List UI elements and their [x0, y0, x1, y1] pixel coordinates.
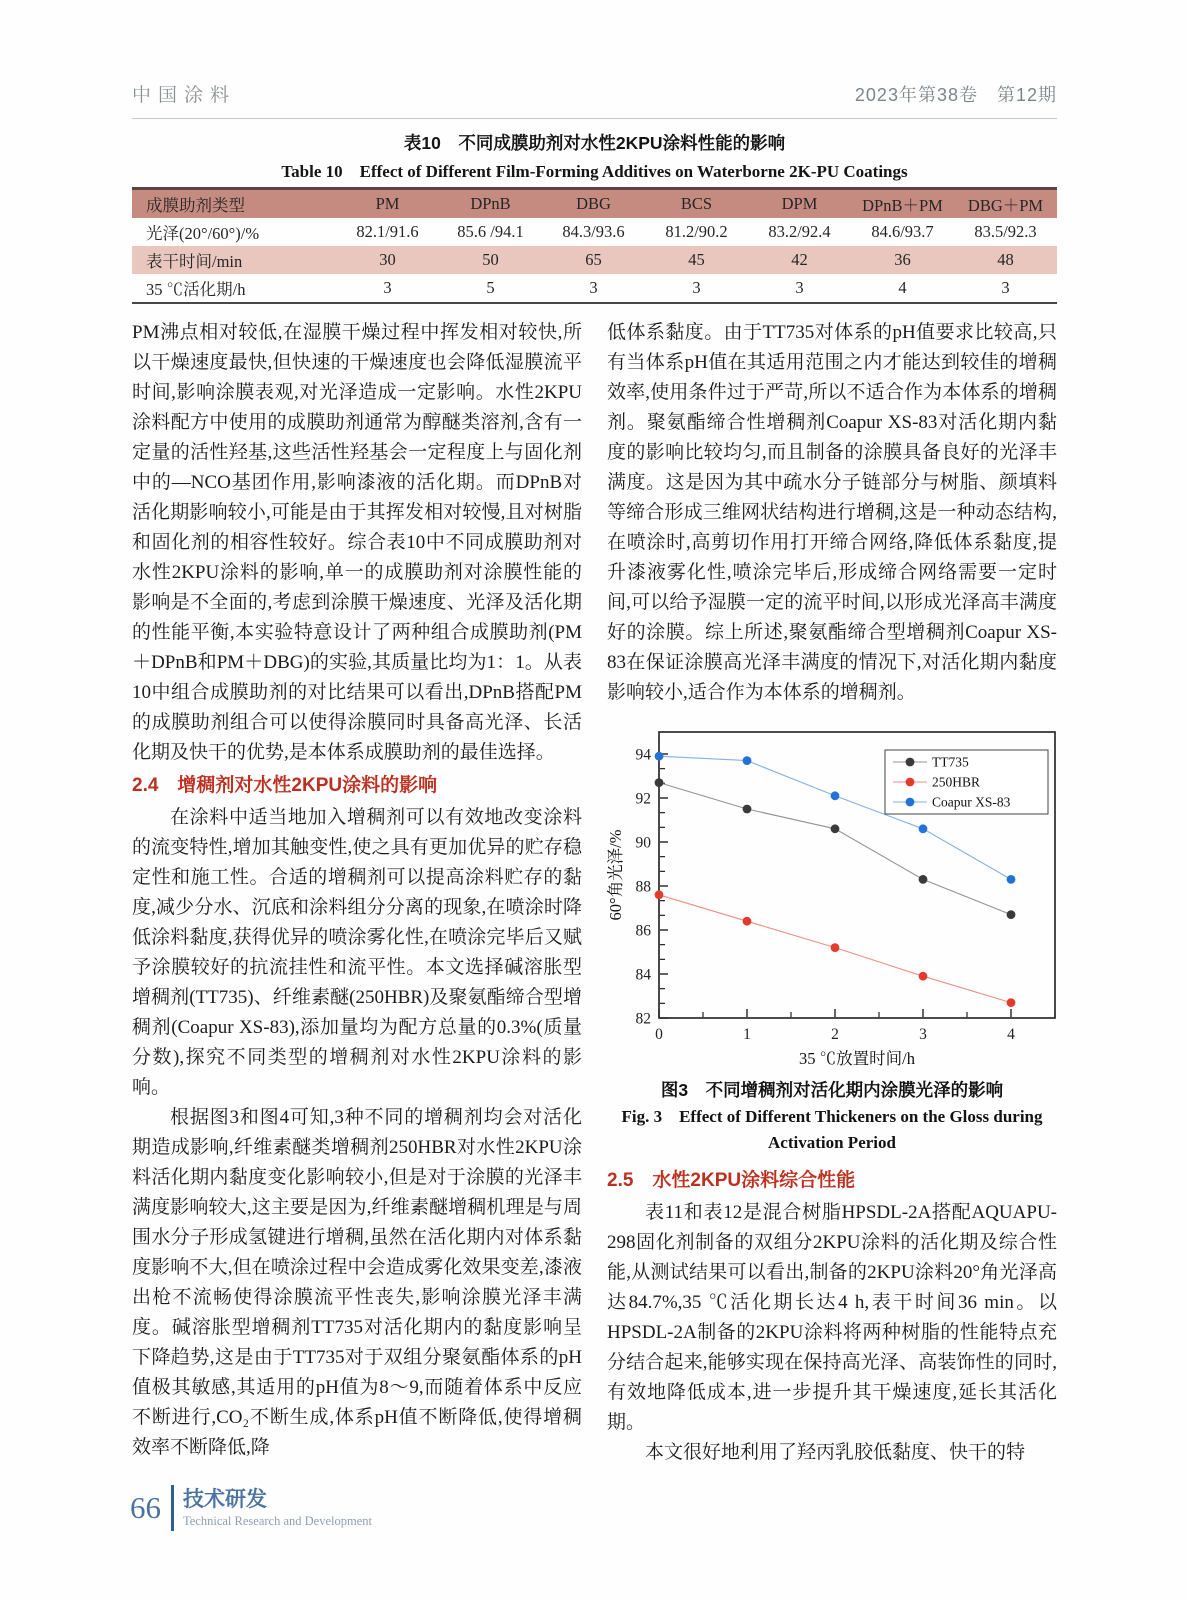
- table-cell: 3: [383, 278, 392, 297]
- footer-divider: [171, 1485, 174, 1531]
- table-col-header: DPnB: [470, 194, 511, 213]
- svg-text:92: 92: [635, 790, 651, 808]
- paragraph: 本文很好地利用了羟丙乳胶低黏度、快干的特: [645, 1442, 1026, 1463]
- table-row-label: 光泽(20°/60°)/%: [146, 224, 260, 243]
- table-cell: 85.6 /94.1: [457, 222, 524, 241]
- table-cell: 48: [997, 250, 1014, 269]
- table-cell: 30: [379, 250, 396, 269]
- table-cell: 5: [486, 278, 495, 297]
- table-cell: 84.6/93.7: [871, 222, 934, 241]
- svg-text:94: 94: [635, 746, 651, 764]
- table-col-header: BCS: [680, 194, 713, 213]
- paragraph: 表11和表12是混合树脂HPSDL-2A搭配AQUAPU-298固化剂制备的双组分2KPU涂料的活化期及综合性能,从测试结果可以看出,制备的2KPU涂料20°角光泽高达84.7%,35 ℃活化期长达4 h,表干时间36 min。以HPSDL-2A制备的2KPU涂料将两种树脂的性能特点充分结合起来,能够实现在保持高光泽、高装饰性的同时,有效地降低成本,进一步提升其干燥速度,延长其活化期。: [607, 1202, 1057, 1433]
- paragraph: PM沸点相对较低,在湿膜干燥过程中挥发相对较快,所以干燥速度最快,但快速的干燥速度也会降低湿膜流平时间,影响涂膜表观,对光泽造成一定影响。水性2KPU涂料配方中使用的成膜助剂通常为醇醚类溶剂,含有一定量的活性羟基,这些活性羟基会一定程度上与固化剂中的—NCO基团作用,影响漆液的活化期。而DPnB对活化期影响较小,可能是由于其挥发相对较慢,且对树脂和固化剂的相容性较好。综合表10中不同成膜助剂对水性2KPU涂料的影响,单一的成膜助剂对涂膜性能的影响是不全面的,考虑到涂膜干燥速度、光泽及活化期的性能平衡,本实验特意设计了两种组合成膜助剂(PM＋DPnB和PM＋DBG)的实验,其质量比均为1：1。从表10中组合成膜助剂的对比结果可以看出,DPnB搭配PM的成膜助剂组合可以使得涂膜同时具备高光泽、长活化期及快干的优势,是本体系成膜助剂的最佳选择。: [132, 322, 582, 763]
- table-cell: 50: [482, 250, 499, 269]
- table-header-row: [132, 189, 1057, 219]
- svg-text:60°角光泽/%: 60°角光泽/%: [607, 829, 625, 921]
- svg-text:82: 82: [635, 1010, 651, 1028]
- table-10: [132, 187, 1057, 304]
- table-row: [132, 274, 1057, 303]
- table-cell: 81.2/90.2: [665, 222, 728, 241]
- left-column: [132, 318, 582, 1468]
- footer-section: [183, 1487, 372, 1530]
- svg-text:86: 86: [635, 922, 651, 940]
- page-footer: [130, 1484, 372, 1532]
- paragraph: 低体系黏度。由于TT735对体系的pH值要求比较高,只有当体系pH值在其适用范围之内才能达到较佳的增稠效率,使用条件过于严苛,所以不适合作为本体系的增稠剂。聚氨酯缔合性增稠剂Coapur XS-83对活化期内黏度的影响比较均匀,而且制备的涂膜具备良好的光泽丰满度。这是因为其中疏水分子链部分与树脂、颜填料等缔合形成三维网状结构进行增稠,这是一种动态结构,在喷涂时,高剪切作用打开缔合网络,降低体系黏度,提升漆液雾化性,喷涂完毕后,形成缔合网络需要一定时间,可以给予湿膜一定的流平时间,以形成光泽高丰满度好的涂膜。综上所述,聚氨酯缔合型增稠剂Coapur XS-83在保证涂膜高光泽丰满度的情况下,对活化期内黏度影响较小,适合作为本体系的增稠剂。: [607, 322, 1057, 703]
- fig3-caption-zh: 图3 不同增稠剂对活化期内涂膜光泽的影响: [660, 1080, 1004, 1100]
- svg-text:88: 88: [635, 878, 651, 896]
- svg-text:3: 3: [919, 1026, 927, 1043]
- table-cell: 3: [692, 278, 701, 297]
- page-number: 66: [130, 1490, 161, 1525]
- table-row: [132, 246, 1057, 274]
- table-cell: 65: [585, 250, 602, 269]
- table-col-header: 成膜助剂类型: [146, 196, 245, 215]
- svg-text:TT735: TT735: [932, 754, 969, 770]
- table-cell: 84.3/93.6: [562, 222, 625, 241]
- fig3-caption-en: Activation Period: [768, 1133, 896, 1152]
- table-col-header: DPM: [781, 194, 818, 213]
- journal-name: 中国涂料: [132, 85, 237, 106]
- table-cell: 45: [688, 250, 705, 269]
- table-row-label: 表干时间/min: [146, 252, 243, 271]
- table-cell: 83.2/92.4: [768, 222, 831, 241]
- issue-info: 2023年第38卷 第12期: [854, 85, 1057, 105]
- table-col-header: DBG＋PM: [967, 196, 1044, 215]
- page-header: [132, 80, 1057, 119]
- svg-text:1: 1: [743, 1026, 751, 1043]
- table-col-header: PM: [375, 194, 400, 213]
- footer-section-zh: 技术研发: [183, 1487, 267, 1511]
- svg-text:35 ℃放置时间/h: 35 ℃放置时间/h: [799, 1049, 915, 1068]
- table-cell: 82.1/91.6: [356, 222, 419, 241]
- svg-text:Coapur XS-83: Coapur XS-83: [932, 794, 1011, 810]
- body-columns: [132, 318, 1057, 1468]
- paragraph: 根据图3和图4可知,3种不同的增稠剂均会对活化期造成影响,纤维素醚类增稠剂250HBR对水性2KPU涂料活化期内黏度变化影响较小,但是对于涂膜的光泽丰满度影响较大,这主要是因为,纤维素醚增稠机理是与周围水分子形成氢键进行增稠,虽然在活化期内对体系黏度影响不大,但在喷涂过程中会造成雾化效果变差,漆液出枪不流畅使得涂膜流平性丧失,影响涂膜光泽丰满度。碱溶胀型增稠剂TT735对活化期内的黏度影响呈下降趋势,这是由于TT735对于双组分聚氨酯体系的pH值极其敏感,其适用的pH值为8～9,而随着体系中反应不断进行,CO₂不断生成,体系pH值不断降低,使得增稠效率不断降低,降: [132, 1107, 582, 1458]
- table-cell: 3: [795, 278, 804, 297]
- fig3-chart: [607, 716, 1057, 1073]
- paragraph: 在涂料中适当地加入增稠剂可以有效地改变涂料的流变特性,增加其触变性,使之具有更加优异的贮存稳定性和施工性。合适的增稠剂可以提高涂料贮存的黏度,减少分水、沉底和涂料组分分离的现象,在喷涂时降低涂料黏度,获得优异的喷涂雾化性,在喷涂完毕后又赋予涂膜较好的抗流挂性和流平性。本文选择碱溶胀型增稠剂(TT735)、纤维素醚(250HBR)及聚氨酯缔合型增稠剂(Coapur XS-83),添加量均为配方总量的0.3%(质量分数),探究不同类型的增稠剂对水性2KPU涂料的影响。: [132, 807, 582, 1098]
- table-row-label: 35 ℃活化期/h: [146, 280, 246, 299]
- svg-text:2: 2: [831, 1026, 839, 1043]
- table-cell: 42: [791, 250, 808, 269]
- table10-caption-zh: 表10 不同成膜助剂对水性2KPU涂料性能的影响: [403, 133, 786, 153]
- table-row: [132, 218, 1057, 246]
- footer-section-en: Technical Research and Development: [183, 1513, 372, 1528]
- section-heading-2-4: 2.4 增稠剂对水性2KPU涂料的影响: [132, 775, 438, 796]
- fig3-caption-en: Fig. 3 Effect of Different Thickeners on the Gloss during: [621, 1107, 1043, 1126]
- svg-text:250HBR: 250HBR: [932, 774, 981, 790]
- section-heading-2-5: 2.5 水性2KPU涂料综合性能: [607, 1170, 856, 1191]
- svg-text:4: 4: [1007, 1026, 1015, 1043]
- table-col-header: DBG: [576, 194, 611, 213]
- table-cell: 3: [589, 278, 598, 297]
- table-cell: 83.5/92.3: [974, 222, 1037, 241]
- svg-text:0: 0: [655, 1026, 663, 1043]
- svg-text:90: 90: [635, 834, 651, 852]
- svg-text:84: 84: [635, 966, 651, 984]
- table-cell: 3: [1001, 278, 1010, 297]
- table-col-header: DPnB＋PM: [862, 196, 943, 215]
- table-cell: 4: [898, 278, 907, 297]
- table10-caption-en: Table 10 Effect of Different Film-Forming Additives on Waterborne 2K-PU Coatings: [281, 162, 908, 181]
- table-cell: 36: [894, 250, 911, 269]
- right-column: [607, 318, 1057, 1468]
